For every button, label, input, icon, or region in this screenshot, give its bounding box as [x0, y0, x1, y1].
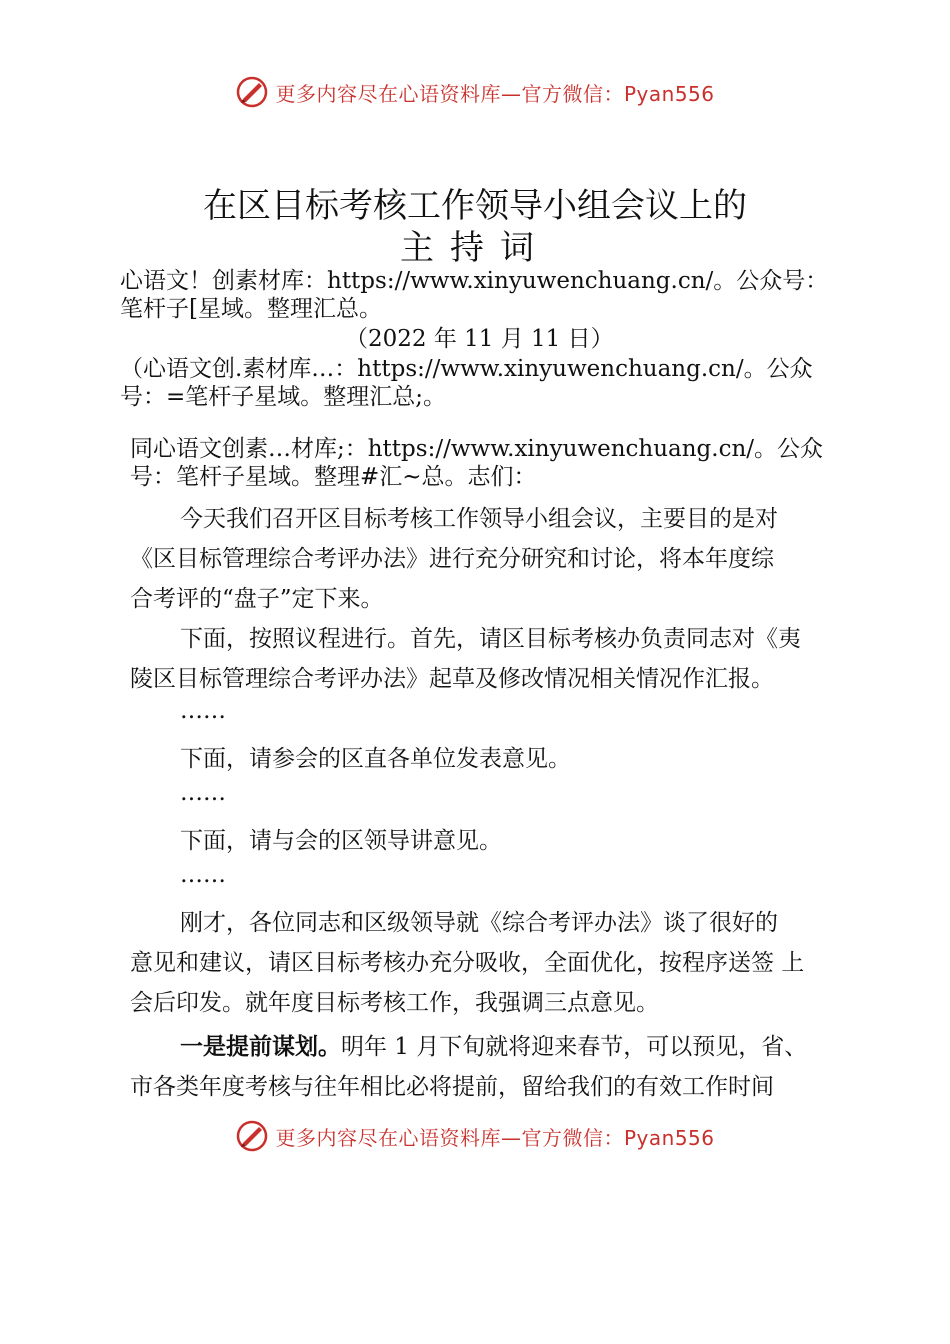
banner-text: 更多内容尽在心语资料库—官方微信：Pyan556 [275, 1125, 715, 1150]
document-title-line1: 在区目标考核工作领导小组会议上的 [203, 186, 747, 226]
pen-logo-icon [235, 75, 269, 109]
paragraph-2-line-2: 陵区目标管理综合考评办法》起草及修改情况相关情况作汇报。 [130, 666, 774, 692]
source-line-3a: 同心语文创素…材库;：https://www.xinyuwenchuang.cn/。公众 [130, 436, 824, 462]
paragraph-6-line-2: 市各类年度考核与往年相比必将提前，留给我们的有效工作时间 [130, 1074, 774, 1100]
pen-logo-icon [235, 1119, 269, 1153]
source-line-1a: 心语文！创素材库：https://www.xinyuwenchuang.cn/。公众号： [120, 268, 829, 294]
ellipsis-3: …… [180, 862, 226, 888]
paragraph-1-line-3: 合考评的“盘子”定下来。 [130, 586, 384, 612]
wechat-id: Pyan556 [623, 1125, 715, 1150]
paragraph-6-lead: 一是提前谋划。 [180, 1034, 341, 1060]
footer-banner [0, 1116, 950, 1156]
document-title-line2: 主持词 [400, 228, 550, 268]
source-line-2b: 号：=笔杆子星域。整理汇总;。 [120, 384, 447, 410]
ellipsis-1: …… [180, 698, 226, 724]
ellipsis-2: …… [180, 780, 226, 806]
paragraph-5-line-1: 刚才，各位同志和区级领导就《综合考评办法》谈了很好的 [180, 910, 778, 936]
wechat-id: Pyan556 [623, 81, 715, 106]
paragraph-6-line-1 [180, 1028, 807, 1061]
source-line-3b: 号：笔杆子星域。整理#汇~总。志们： [130, 464, 537, 490]
speech-date: （2022 年 11 月 11 日） [345, 326, 614, 352]
paragraph-5-line-3: 会后印发。就年度目标考核工作，我强调三点意见。 [130, 990, 659, 1016]
header-banner [0, 72, 950, 112]
paragraph-1-line-2: 《区目标管理综合考评办法》进行充分研究和讨论，将本年度综 [130, 546, 774, 572]
source-line-1b: 笔杆子[星域。整理汇总。 [120, 296, 382, 322]
paragraph-2-line-1: 下面，按照议程进行。首先，请区目标考核办负责同志对《夷 [180, 626, 801, 652]
paragraph-6-text: 明年 1 月下旬就将迎来春节，可以预见，省、 [341, 1034, 808, 1060]
paragraph-5-line-2: 意见和建议，请区目标考核办充分吸收，全面优化，按程序送签 上 [130, 950, 805, 976]
paragraph-3: 下面，请参会的区直各单位发表意见。 [180, 746, 571, 772]
banner-text: 更多内容尽在心语资料库—官方微信：Pyan556 [275, 81, 715, 106]
paragraph-4: 下面，请与会的区领导讲意见。 [180, 828, 502, 854]
source-line-2a: （心语文创.素材库…：https://www.xinyuwenchuang.cn/。公众 [120, 356, 813, 382]
paragraph-1-line-1: 今天我们召开区目标考核工作领导小组会议，主要目的是对 [180, 506, 778, 532]
